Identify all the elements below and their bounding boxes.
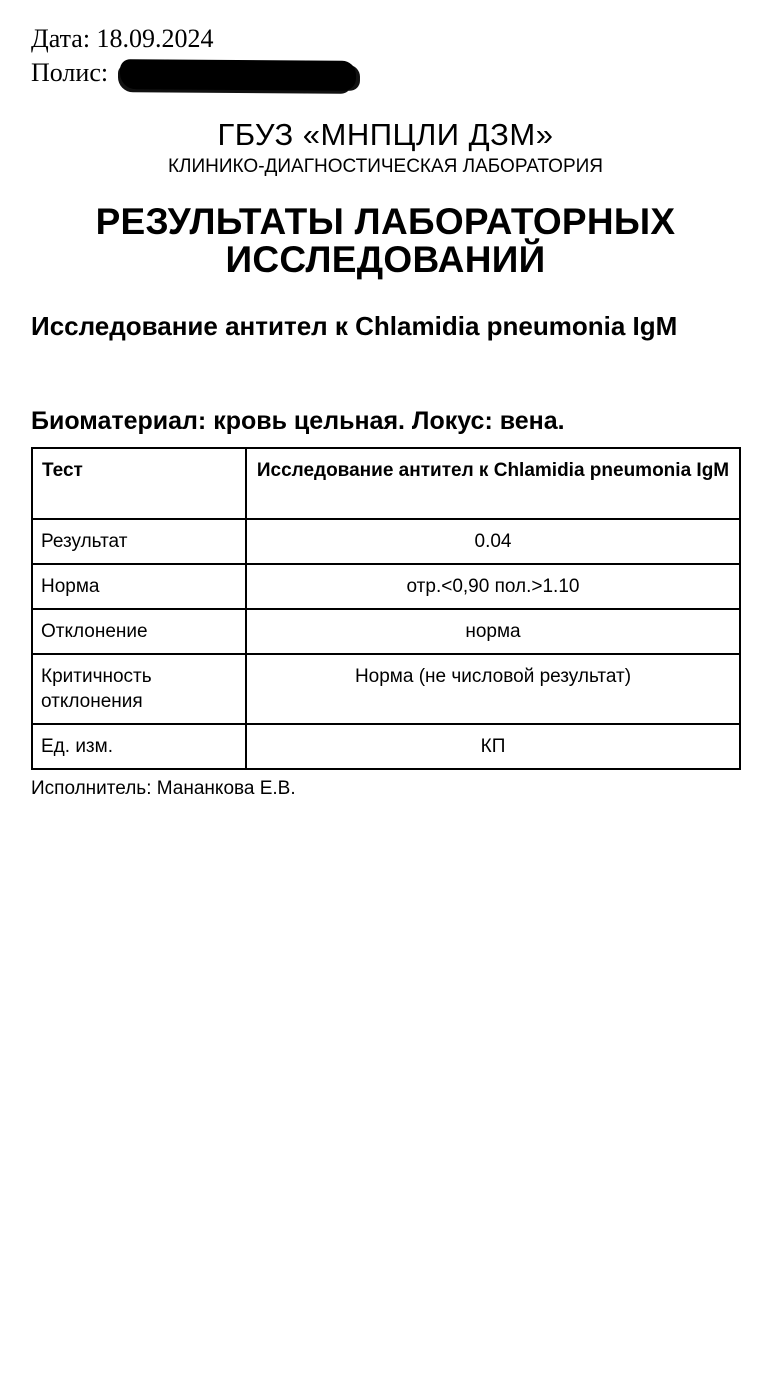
- date-line: [31, 24, 214, 54]
- biomaterial-line: Биоматериал: кровь цельная. Локус: вена.: [31, 407, 565, 435]
- table-header-row: [32, 448, 740, 519]
- table-row: [32, 609, 740, 654]
- test-title: Исследование антител к Chlamidia pneumonia IgM: [31, 311, 678, 341]
- table-row: [32, 519, 740, 564]
- policy-line: [31, 58, 108, 88]
- header-value-cell: Исследование антител к Chlamidia pneumonia IgM: [246, 448, 740, 519]
- row-label-cell: Критичность отклонения: [32, 654, 246, 724]
- header-label-cell: Тест: [32, 448, 246, 519]
- document-title-line1: РЕЗУЛЬТАТЫ ЛАБОРАТОРНЫХ: [95, 201, 676, 242]
- table-row: [32, 564, 740, 609]
- row-label-cell: Ед. изм.: [32, 724, 246, 769]
- organization-name: ГБУЗ «МНПЦЛИ ДЗМ»: [217, 117, 554, 152]
- date-value: 18.09.2024: [96, 24, 214, 53]
- document-title: [40, 203, 731, 279]
- row-label-cell: Норма: [32, 564, 246, 609]
- row-value-cell: Норма (не числовой результат): [246, 654, 740, 724]
- performer-line: Исполнитель: Мананкова Е.В.: [31, 778, 296, 799]
- results-table: [31, 447, 741, 770]
- date-label: Дата:: [31, 24, 91, 53]
- row-value-cell: отр.<0,90 пол.>1.10: [246, 564, 740, 609]
- row-label-cell: Отклонение: [32, 609, 246, 654]
- row-value-cell: КП: [246, 724, 740, 769]
- table-row: [32, 654, 740, 724]
- laboratory-name: КЛИНИКО-ДИАГНОСТИЧЕСКАЯ ЛАБОРАТОРИЯ: [167, 156, 603, 177]
- policy-label: Полис:: [31, 58, 109, 87]
- row-value-cell: 0.04: [246, 519, 740, 564]
- row-label-cell: Результат: [32, 519, 246, 564]
- document-title-line2: ИССЛЕДОВАНИЙ: [225, 239, 546, 280]
- table-row: [32, 724, 740, 769]
- policy-redaction: [120, 59, 356, 91]
- row-value-cell: норма: [246, 609, 740, 654]
